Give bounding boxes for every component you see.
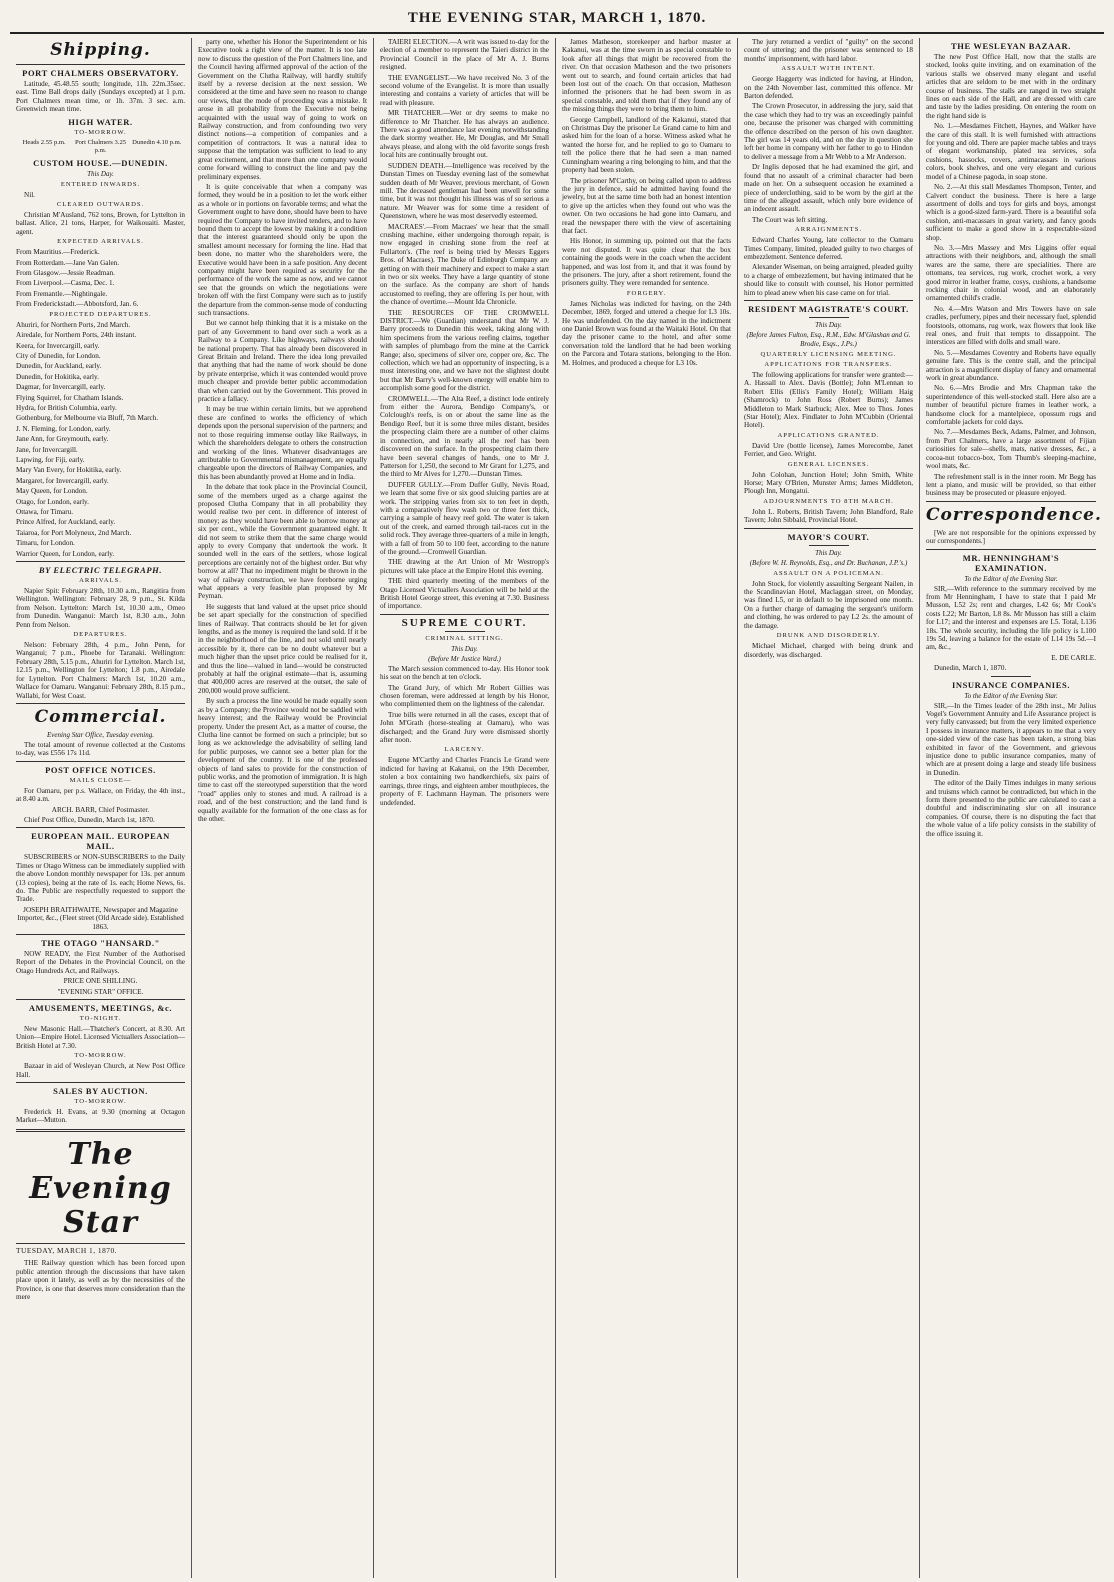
court-day: This Day. xyxy=(451,644,478,653)
mayor-text: John Stock, for violently assaulting Sergeant Nailen, in the Scandinavian Hotel, Maclaggan street, on Monday, was fined L5, or in default to be imprisoned one month. On a further charge of damaging the sergeant's uniform and clothing, he was ordered to pay L2 2s. the amount of the damage. xyxy=(744,579,913,630)
divider xyxy=(926,549,1096,550)
sales-text: Frederick H. Evans, at 9.30 (morning at Octagon Market—Mutton. xyxy=(16,1108,185,1125)
exam-sub: To the Editor of the Evening Star. xyxy=(964,574,1058,583)
list-item: From Liverpool.—Casma, Dec. 1. xyxy=(16,279,115,288)
list-item: Ottawa, for Timaru. xyxy=(16,508,74,516)
column-5 xyxy=(738,38,920,1578)
divider xyxy=(16,561,185,562)
assault-paragraph: The Court was left sitting. xyxy=(752,215,828,224)
list-item: J. N. Fleming, for London, early. xyxy=(16,424,111,433)
court-paragraph: George Campbell, landlord of the Kakanui, stated that on Christmas Day the prisoner Le Grand came to him and asked him for the loan of a horse. Witness asked what he wanted the horse for, and he replied to go to Oamaru to tell the police there that he had seen a man named Cunningham wearing a ring belonging to him, and that the property had been stolen. xyxy=(562,115,731,175)
news-paragraph: THE drawing at the Art Union of Mr Westropp's pictures will take place at the Empire Hotel this evening. xyxy=(380,558,549,575)
larceny-text: Eugene M'Carthy and Charles Francis Le Grand were indicted for having at Kakanui, on the 19th December, stolen a box containing two handkerchiefs, six pairs of earrings, three rings, and eighteen amber mouthpieces, the property of F. Lachmann Hayman. The prisoners were undefended. xyxy=(380,756,549,807)
rm-day: This Day. xyxy=(815,320,842,329)
divider xyxy=(445,631,485,632)
divider xyxy=(16,1129,185,1132)
court-paragraph: True bills were returned in all the cases, except that of John M'Grath (horse-stealing at Oamaru), who was discharged; and the Grand Jury were dismissed shortly after noon. xyxy=(380,710,549,745)
bazaar-head: THE WESLEYAN BAZAAR. xyxy=(951,41,1071,51)
departures-head: DEPARTURES. xyxy=(73,631,128,639)
entered-head: ENTERED INWARDS. xyxy=(60,180,141,188)
rm-granted-text: David Ure (bottle license), James Morecombe, Janet Ferrier, and Geo. Wright. xyxy=(744,441,913,459)
hansard-price: PRICE ONE SHILLING. xyxy=(63,977,138,986)
paper-date: TUESDAY, MARCH 1, 1870. xyxy=(16,1245,118,1255)
tide-heads: Heads 2.55 p.m. xyxy=(22,138,66,146)
list-item: From Frederickstadt.—Abbotsford, Jan. 6. xyxy=(16,300,139,309)
column-6 xyxy=(920,38,1102,1578)
exam-head: MR. HENNINGHAM'S EXAMINATION. xyxy=(962,552,1060,573)
list-item: Dunedin, for Auckland, early. xyxy=(16,362,102,371)
divider xyxy=(744,300,913,301)
tide-port: Port Chalmers 3.25 p.m. xyxy=(74,138,127,154)
observatory-head: PORT CHALMERS OBSERVATORY. xyxy=(22,68,179,78)
court-head: SUPREME COURT. xyxy=(401,616,528,629)
rm-sub: QUARTERLY LICENSING MEETING. xyxy=(760,350,897,358)
list-item: Dunedin, for Hokitika, early. xyxy=(16,372,99,381)
high-water-sub: TO-MORROW. xyxy=(74,128,127,136)
assault-paragraph: Dr Inglis deposed that he had examined the girl, and found that no assault of a criminal character had been made on her. On a subsequent occasion he examined a piece of underclothing, said to be worn by the girl at the time of the alleged assault, which only bore evidence of an indecent assault. xyxy=(744,163,913,214)
divider xyxy=(16,1243,185,1244)
euro-text: SUBSCRIBERS or NON-SUBSCRIBERS to the Daily Times or Otago Witness can be immediately supplied with the above London monthly newspaper for 13s. per annum (13 copies), being at the rate of 1s. each; Home News, 6s. do. The Public are respectfully requested to support the Trade. xyxy=(16,853,185,904)
news-paragraph: THE third quarterly meeting of the members of the Otago Licensed Victuallers Association will be held at the British Hotel George street, this evening at 7.30. Business of importance. xyxy=(380,577,549,611)
list-item: Margaret, for Invercargill, early. xyxy=(16,476,109,485)
projected-list xyxy=(16,321,185,558)
amuse-text-2: Bazaar in aid of Wesleyan Church, at New Post Office Hall. xyxy=(16,1062,185,1079)
euro-head: EUROPEAN MAIL. EUROPEAN MAIL. xyxy=(31,831,170,852)
tide-table xyxy=(16,139,185,155)
column-2 xyxy=(192,38,374,1578)
editorial-paragraph: By such a process the line would be made equally soon as by a Company; the Province would not be saddled with heavy interest; and the Railway would be Provincial property. Under the present Act, as a matter of course, the Clutha line cannot be formed on such a principle; but so long as we acknowledge the advisability of selling land for public purposes, we cannot see a better plan for the development of the country. It is one of the professed objects of land sales to provide for the construction of public works, and the promotion of immigration. It is high time to cast off the stereotyped superstition that the word "road" applies only to stones and mud. A railroad is a road, and of the best construction; and the land fund is equally available for the formation of the one class as for the other. xyxy=(198,697,367,823)
court-paragraph: James Matheson, storekeeper and harbor master at Kakanui, was at the time sworn in as special constable to look after all things that might be recovered from the river. On that occasion Matheson and the two prisoners went out to search, and found certain articles that had been lost out of the coach. On that occasion, Matheson informed the prisoners that he had been sworn in as special constable, and told them that if they found any of the missing things they were to bring them to him. xyxy=(562,38,731,114)
correspondence-note: [We are not responsible for the opinions expressed by our correspondents.] xyxy=(926,528,1096,546)
news-paragraph: DUFFER GULLY.—From Duffer Gully, Nevis Road, we learn that some five or six good sluicing parties are at work. The stripping varies from six to ten feet in depth, with a comparatively flow wash two or three feet thick, carrying a sample of heavy reef gold. The water is taken out of the creek, and earned through tail-races cut in the solid rock. They average three-quarters of a mile in length, with a fall of from 50 to 100 feet, according to the nature of the ground.—Cromwell Guardian. xyxy=(380,480,549,556)
exam-date: Dunedin, March 1, 1870. xyxy=(934,664,1007,673)
commercial-title: Commercial. xyxy=(34,706,167,727)
editorial-paragraph: But we cannot help thinking that it is a mistake on the part of any Government to hand over such a work as a Railway to a Company. Like highways, railways should be national property. That has already been discovered in Great Britain and Ireland. There the idea long prevailed that anything that had the name of work should be done by private enterprise, which it was contended would prove much cheaper and provide better public accommodation than when carried out by the Government. This proved in practice a fallacy. xyxy=(198,319,367,404)
editorial-paragraph: He suggests that land valued at the upset price should be set apart specially for the construction of specified lines of Railway. That contracts should be let for given lengths, and as the money is required the land sold. If it be in the neighborhood of the line, and not sold until nearly accessible by it, there can be no doubt whatever but a much higher than the upset price could be realised for it, and thus the line—valued in land—would be constructed probably at half the original estimate—that is, assuming that 400,000 acres are reserved at the outset, the sale of 200,000 would prove sufficient. xyxy=(198,602,367,695)
rm-adjourn-head: ADJOURNMENTS TO 8TH MARCH. xyxy=(763,497,894,505)
ins-paragraph: The editor of the Daily Times indulges in many serious and truisms which cannot be contradicted, but which in the form there presented to the public are calculated to cast a doubtful and indiscriminating slur on all insurance companies. Of course, there is no disputing the fact that the whole value of a life policy consists in the stability of the office issuing it. xyxy=(926,779,1096,838)
ins-sub: To the Editor of the Evening Star. xyxy=(964,691,1058,700)
bazaar-paragraph: No. 3.—Mrs Massey and Mrs Liggins offer equal attractions with their neighbors, and, although the small wares are the same, there are specialities. There are ottomans, tea services, rug work, crochet work, a very good mirror in leather frame, cosys, cushions, a handsome rocking chair in colonial wood, and an elaborately ornamented child's cradle. xyxy=(926,243,1096,303)
drunk-text: Michael Michael, charged with being drunk and disorderly, was discharged. xyxy=(744,642,913,659)
bazaar-paragraph: The new Post Office Hall, now that the stalls are stocked, looks quite inviting, and on examination of the various stalls we observed many elegant and useful articles that are seldom to be met with in the ordinary course of business. The stalls are ranged in two straight lines on each side of the Hall, and are dressed with care and taste by the ladies presiding. On entering the room on the right hand side is xyxy=(926,53,1096,120)
bazaar-paragraph: No. 7.—Mesdames Beck, Adams, Palmer, and Johnson, from Port Chalmers, have a large assortment of Fijian curiosities for sale—shells, mats, native dresses, &c., a cocoa-nut tobacco-box, Tom Thumb's sleeping-machine, wool mats, &c. xyxy=(926,428,1096,471)
forgery-head: FORGERY. xyxy=(626,289,667,297)
cleared-text: Christian M'Ausland, 762 tons, Brown, for Lyttelton in ballast. Alice, 21 tons, Harper, for Waikouaiti. Master, agent. xyxy=(16,211,185,236)
post-date: Chief Post Office, Dunedin, March 1st, 1870. xyxy=(24,815,155,824)
list-item: Jane, for Invercargill. xyxy=(16,445,78,454)
list-item: Ahuriri, for Northern Ports, 2nd March. xyxy=(16,320,131,329)
editorial-paragraph: party one, whether his Honor the Superintendent or his Executive took a right view of the matter. It is too late now to discuss the question of the Port Chalmers line, and the Council having affirmed approval of the action of the Government on the Clutha Railway, will hardly stultify itself by a reverse decision at the next session. We considered at the time and have seen no reason to change our views, that the mode of proceeding was a mistake. It arose in all probability from the Executive not being acquainted with the usual way of going to work on Railway construction, and from confounding two very distinct notions—a competition of companies and a competition of contractors. It was a natural idea to suppose that the temptation was sufficient to lead to any great excitement, and that more than one company would come forward willing to construct the line and pay the preliminary expenses. xyxy=(198,38,367,181)
expected-head: EXPECTED ARRIVALS. xyxy=(57,238,144,246)
sales-sub: TO-MORROW. xyxy=(74,1098,127,1106)
exam-sign: E. DE CARLE. xyxy=(1051,653,1096,662)
assault-paragraph: The Crown Prosecutor, in addressing the jury, said that the case which they had to try was an exceedingly painful one, because the prisoner was charged with committing the offence described on the person of his own daughter. The girl was 14 years old, and on the day in question she left her home in company with her father to go to Hindon to deliver a message from a Mr Webb to a Mr Anderson. xyxy=(744,102,913,161)
post-head: POST OFFICE NOTICES. xyxy=(45,764,156,775)
news-paragraph: MR THATCHER.—Wet or dry seems to make no difference to Mr Thatcher. He has always an audience. There was a good attendance last evening notwithstanding the dark stormy weather. He, Mr Douglas, and Mr Small always please, and along with the old favorite songs fresh local hits are continually brought out. xyxy=(380,109,549,160)
divider xyxy=(16,827,185,828)
amuse-sub: TO-NIGHT. xyxy=(79,1015,122,1023)
list-item: Lapwing, for Fiji, early. xyxy=(16,455,85,464)
court-paragraph: The jury returned a verdict of "guilty" on the second count of uttering; and the prisoner was sentenced to 18 months' imprisonment, with hard labor. xyxy=(744,38,913,63)
bazaar-paragraph: No. 5.—Mesdames Coventry and Roberts have equally genuine fare. This is the centre stall, and the principal attraction is a magnificent display of fancy and ornamental work in great abundance. xyxy=(926,348,1096,383)
paper-title: The Evening Star xyxy=(29,1136,172,1240)
court-paragraph: The Grand Jury, of which Mr Robert Gillies was chosen foreman, were addressed at length by his Honor, who complimented them on the lightness of the calendar. xyxy=(380,683,549,709)
rm-app-head: APPLICATIONS FOR TRANSFERS. xyxy=(764,360,893,368)
arraign-paragraph: Alexander Wiseman, on being arraigned, pleaded guilty to a charge of embezzlement, but having intimated that he should like to consult with counsel, his Honor permitted him to plead anew when his case came on for trial. xyxy=(744,263,913,297)
custom-head: CUSTOM HOUSE.—DUNEDIN. xyxy=(33,157,168,168)
news-paragraph: SUDDEN DEATH.—Intelligence was received by the Dunstan Times on Tuesday evening last of the somewhat sudden death of Mr Weaver, previous merchant, of Gown mill. The deceased gentleman had been unwell for some time, but it was not thought his illness was of so serious a nature. Mr Weaver was for some time a resident of Queenstown, where he was most deservedly esteemed. xyxy=(380,161,549,221)
correspondence-title: Correspondence. xyxy=(926,504,1102,525)
hansard-head: THE OTAGO "HANSARD." xyxy=(41,938,160,948)
news-paragraph: THE RESOURCES OF THE CROMWELL DISTRICT.—We (Guardian) understand that Mr W. J. Barry proceeds to Dunedin this week, taking along with him specimens from the various reefing claims, together with samples of plumbago from the mine at the Carrick Range; also, specimens of silver ore, copper ore, &c. The collection, which we had an opportunity of inspecting, is a most interesting one, and we have not the slightest doubt but that Mr Barry's well-known energy will enable him to accomplish some good for the district. xyxy=(380,308,549,393)
list-item: From Fremantle.—Nightingale. xyxy=(16,289,108,298)
tide-dunedin: Dunedin 4.10 p.m. xyxy=(132,138,182,146)
bazaar-paragraph: The refreshment stall is in the inner room. Mr Begg has lent a piano, and music will be provided, so that either business may be prosecuted or pleasure enjoyed. xyxy=(926,472,1096,498)
court-sub: CRIMINAL SITTING. xyxy=(425,634,504,642)
departures-text: Nelson: February 28th, 4 p.m., John Penn, for Wanganui; 7 p.m., Phoebe for Taranaki. Wellington: February 28th, 5.15 p.m., Ahuriri for Lyttelton. March 1st, 12.15 p.m., Wellington for Lyttelton; 1.8 p.m., Airedale for Lyttelton. Port Chalmers: March 1st, 10.20 a.m., Wallace for Oamaru. Wanganui: February 28th, 8.15 p.m., Wallabi, for West Coast. xyxy=(16,641,185,700)
list-item: Warrior Queen, for London, early. xyxy=(16,549,115,558)
larceny-head: LARCENY. xyxy=(444,746,485,754)
court-paragraph: The prisoner M'Carthy, on being called upon to address the jury in defence, said he admitted having found the jewelry, but at the same time both had an honest intention to give up the articles when they found out who was the owner. On two occasions he had gone into Oamaru, and read the newspaper there with the view of ascertaining that fact. xyxy=(562,176,731,235)
commercial-sub: Evening Star Office, Tuesday evening. xyxy=(47,730,154,739)
bazaar-paragraph: No. 4.—Mrs Watson and Mrs Towers have on sale cradles, perfumery, pipes and their necessary fuel, splendid footstools, ottomans, rug work, wax flowers that look like real ones, and fruit that tempts to dissappoint. The interstices are filled with dolls and small ware. xyxy=(926,304,1096,347)
hansard-text: NOW READY, the First Number of the Authorised Report of the Debates in the Provincial Council, on the Otago Hundreds Act, and Railways. xyxy=(16,950,185,975)
divider xyxy=(991,676,1031,677)
post-text: For Oamaru, per p.s. Wallace, on Friday, the 4th inst., at 8.40 a.m. xyxy=(16,786,185,804)
list-item: Airedale, for Northern Ports, 24th instant. xyxy=(16,331,137,340)
list-item: Prince Alfred, for Auckland, early. xyxy=(16,518,116,527)
list-item: May Queen, for London. xyxy=(16,487,88,496)
divider xyxy=(744,528,913,529)
telegraph-title: BY ELECTRIC TELEGRAPH. xyxy=(38,565,163,576)
list-item: Otago, for London, early. xyxy=(16,497,89,506)
commercial-text: The total amount of revenue collected at the Customs to-day, was £556 17s 11d. xyxy=(16,740,185,758)
divider xyxy=(380,614,549,615)
lead-text: THE Railway question which has been forced upon public attention through the discussions that have taken place upon it lately, as well as by the necessities of the Province, is one that deserves more consideration than the mere xyxy=(16,1259,185,1301)
list-item: Taiaroa, for Port Molyneux, 2nd March. xyxy=(16,528,132,537)
column-1 xyxy=(10,38,192,1578)
expected-list xyxy=(16,248,185,308)
arraign-paragraph: Edward Charles Young, late collector to the Oamaru Times Company, limited, pleaded guilty to two charges of embezzlement. Sentence deferred. xyxy=(744,236,913,261)
arrivals-head: ARRIVALS. xyxy=(79,577,122,585)
divider xyxy=(16,761,185,762)
mayor-head: MAYOR'S COURT. xyxy=(787,531,870,542)
arrivals-text: Napier Spit: February 28th, 10.30 a.m., Rangitira from Wellington. Wellington: February 28, 9 p.m., St. Kilda from Nelson. Lyttelton: March 1st, 10.30 a.m., Omeo from Dunedin. Wanganui: March 1st, 8.30 a.m., John Penn from Nelson. xyxy=(16,587,185,629)
divider xyxy=(16,1082,185,1083)
list-item: From Rotterdam.—Jane Van Galen. xyxy=(16,258,120,267)
news-paragraph: THE EVANGELIST.—We have received No. 3 of the second volume of the Evangelist. It is more than usually interesting and contains a variety of articles that will be read with pleasure. xyxy=(380,73,549,107)
list-item: Hydra, for British Columbia, early. xyxy=(16,403,117,412)
divider xyxy=(16,64,185,65)
list-item: Flying Squirrel, for Chatham Islands. xyxy=(16,393,124,402)
assault-head: ASSAULT WITH INTENT. xyxy=(781,65,876,73)
rm-adjourn-text: John L. Roberts, British Tavern; John Blandford, Rale Tavern; John Sibbald, Provincial Hotel. xyxy=(744,507,913,525)
columns xyxy=(10,38,1104,1578)
mayor-day: This Day. xyxy=(815,548,842,557)
divider xyxy=(16,934,185,935)
editorial-paragraph: It is quite conceivable that when a company was formed, they would be in a position to let the work either as a whole or in portions on favorable terms; and what the Government ought to have done, should have been to have required the Company to have invited tenders, and to have bound them to accept the lowest by making it a condition that the interest guaranteed should only be upon the smallest amount necessary for forming the line. Had that been done, no matter who the shareholders were, the Executive would have been in a safe position. Any decent company might have been required as security for the performance of the work the same as now, and we cannot see that the grounds on which the negotiations were broken off with the first Company were such as to justify the departure from the common-sense mode of conducting such transactions. xyxy=(198,182,367,317)
amuse-text: New Masonic Hall.—Thatcher's Concert, at 8.30. Art Union—Empire Hotel. Licensed Victuallers Association—British Hotel at 7.30. xyxy=(16,1025,185,1050)
entered-text: Nil. xyxy=(24,190,35,199)
rm-judge: (Before James Fulton, Esq., R.M., Edw. M'Glashan and G. Brodie, Esqs., J.Ps.) xyxy=(746,330,911,348)
euro-sign: JOSEPH BRAITHWAITE, Newspaper and Magazine Importer, &c., (Fleet street (Old Arcade side). Established 1863. xyxy=(17,905,184,931)
assault-paragraph: George Haggerty was indicted for having, at Hindon, on the 24th November last, committed this offence. Mr Barton defended. xyxy=(744,75,913,101)
court-judge: (Before Mr Justice Ward.) xyxy=(428,654,501,663)
divider xyxy=(16,999,185,1000)
hansard-office: "EVENING STAR" OFFICE. xyxy=(57,987,144,996)
bazaar-paragraph: No. 1.—Mesdames Fitchett, Haynes, and Walker have the care of this stall. It is well furnished with attractions for young and old. There are papier mache tables and trays of elegant workmanship, plated tea services, sofa cushions, hassocks, covers, antimacassars in various colors, book shelves, and one very elegant and curious model of a Chinese pagoda, in soap stone. xyxy=(926,122,1096,181)
post-sign: ARCH. BARR, Chief Postmaster. xyxy=(51,805,150,814)
rm-app-text: The following applications for transfer were granted:—A. Hassall to Alex. Davis (Bottle); John M'Lennan to Robert Ellis (Ellis's Family Hotel); William Haig (Shamrock) to John Ross (Robert Burns); James Middleton to Mark Starbuck; Alex. Mee to Thos. Jones (Star Hotel); Alex. Findlater to John M'Cubbin (Oriental Hotel). xyxy=(744,370,913,430)
column-4 xyxy=(556,38,738,1578)
cleared-head: CLEARED OUTWARDS. xyxy=(56,201,145,209)
list-item: Jane Ann, for Greymouth, early. xyxy=(16,435,109,444)
rm-general-head: GENERAL LICENSES. xyxy=(787,460,870,468)
list-item: Gothenburg, for Melbourne via Bluff, 7th March. xyxy=(16,414,159,423)
news-paragraph: TAIERI ELECTION.—A writ was issued to-day for the election of a member to represent the Taieri district in the Provincial Council in the place of Mr A. J. Burns resigned. xyxy=(380,38,549,72)
list-item: Dagmar, for Invercargill, early. xyxy=(16,383,106,392)
list-item: From Mauritius.—Frederick. xyxy=(16,248,100,257)
ins-paragraph: SIR,—In the Times leader of the 28th inst., Mr Julius Vogel's Government Annuity and Life Assurance project is very fully canvassed; but from the very limited experience I possess in insurance matters, it appears to me that a very one-sided view of the case has been taken, a strong bias exhibited in favor of the Government, and grievous injustice done to public insurance companies, many of which are at present doing a large and steady life business in Dunedin. xyxy=(926,701,1096,777)
divider xyxy=(16,703,185,704)
list-item: Timaru, for London. xyxy=(16,539,75,548)
news-paragraph: MACRAES'.—From Macraes' we hear that the small crushing machine, either undergoing thorough repair, is now engaged in crushing stone from the reef at Fullarton's. (The reef is being tried by Messrs Eggers Bros. of Macraes). The Duke of Edinburgh Company are getting on with their machinery and expect to make a start in two or six weeks. They have a large quantity of stone on the surface. As the company are short of hands accustomed to reefing, they are offering 1s per hour, with the chance of overtime.—Mount Ida Chronicle. xyxy=(380,222,549,307)
court-paragraph: His Honor, in summing up, pointed out that the facts were not disputed. It was quite clear that the box containing the goods were in the coach when the accident happened, and was lost from it, and that it was found by the prisoners. The jury, after a short retirement, found the prisoners guilty. They were remanded for sentence. xyxy=(562,237,731,288)
editorial-paragraph: It may be true within certain limits, but we apprehend these are confined to works the efficiency of which depends upon the personal supervision of the partners; and not to those requiring immense outlay like Railways, in which the shareholders delegate to others the construction and working of the lines. Whatever disadvantages are attributable to Governmental mismanagement, are equally chargeable upon the directors of Railway Companies, and this has been abundantly proved at Home and in India. xyxy=(198,405,367,481)
list-item: From Glasgow.—Jessie Readman. xyxy=(16,269,115,278)
divider xyxy=(809,545,849,546)
forgery-text: James Nicholas was indicted for having, on the 24th December, 1869, forged and uttered a cheque for L3 10s. He was undefended. On the day named in the indictment one Daniel Brown was found at the Waitaki Hotel. On that day the prisoner came to the hotel, and after some conversation told the landlord that he had been working on the Parcora and Totara stations, belonging to the Hon. M. Holmes, and produced a cheque for L3 10s. xyxy=(562,299,731,367)
mayor-judge: (Before W. H. Reynolds, Esq., and Dr. Buchanan, J.P.'s.) xyxy=(749,558,908,567)
list-item: City of Dunedin, for London. xyxy=(16,351,101,360)
news-paragraph: CROMWELL.—The Alta Reef, a distinct lode entirely from either the Aurora, Bendigo Company's, or Colclough's reefs, is on or about the same line as the Bendigo Reef, but it is some three miles distant, besides the prospecting claim there are a number of other claims in connection, and in nearly all the reef has been discovered on the surface. In the prospecting claim there have been several changes of hands, one to Mr J. Patterson for 1,250, the second to Mr Grant for 1,275, and the third to Mr Alves for 1,270.—Dunstan Times. xyxy=(380,394,549,479)
observatory-text: Latitude, 45.48.55 south; longitude, 11h. 22m.35sec. east. Time Ball drops daily (Sundays excepted) at 1 p.m. Port Chalmers mean time, or 1h. 37m. 3 sec. a.m. Greenwich mean time. xyxy=(16,80,185,114)
amuse-sub-2: TO-MORROW. xyxy=(74,1052,127,1060)
projected-head: PROJECTED DEPARTURES. xyxy=(49,310,152,318)
list-item: Mary Van Every, for Hokitika, early. xyxy=(16,466,122,475)
court-paragraph: The March session commenced to-day. His Honor took his seat on the bench at ten o'clock. xyxy=(380,664,549,682)
divider xyxy=(926,501,1096,502)
high-water-head: HIGH WATER. xyxy=(68,116,133,127)
drunk-head: DRUNK AND DISORDERLY. xyxy=(776,632,881,640)
arraign-head: ARRAIGNMENTS. xyxy=(794,226,863,234)
list-item: Keera, for Invercargill, early. xyxy=(16,341,100,350)
rm-general-text: John Colohan, Junction Hotel; John Smith, White Horse; Mary O'Brien, Munster Arms; James Middleton, Plough Inn, Mongatui. xyxy=(744,470,913,496)
custom-sub: This Day. xyxy=(87,169,114,178)
column-3 xyxy=(374,38,556,1578)
rm-granted-head: APPLICATIONS GRANTED. xyxy=(777,431,880,439)
masthead: THE EVENING STAR, MARCH 1, 1870. xyxy=(10,8,1104,34)
bazaar-paragraph: No. 6.—Mrs Brodie and Mrs Chapman take the superintendence of this well-stocked stall. Here also are a number of beautiful picture frames in leather work, a handsome clock for a mantelpiece, opossum rugs and comfortable jackets for cold days. xyxy=(926,384,1096,427)
bazaar-paragraph: No. 2.—At this stall Mesdames Thompson, Tenter, and Calvert conduct the business. There is here a large assortment of dolls and toys for girls and boys, amongst which is a good-sized farm-yard. There is a beautiful sofa cushion, anti-macassars in great variety, and fancy goods sufficient to make a good show in a respectable-sized shop. xyxy=(926,183,1096,242)
amuse-head: AMUSEMENTS, MEETINGS, &c. xyxy=(28,1003,173,1014)
sales-head: SALES BY AUCTION. xyxy=(53,1086,148,1097)
mayor-sub: ASSAULT ON A POLICEMAN. xyxy=(773,569,884,577)
rm-head: RESIDENT MAGISTRATE'S COURT. xyxy=(748,303,909,314)
divider xyxy=(809,317,849,318)
editorial-paragraph: In the debate that took place in the Provincial Council, some of the members urged as a charge against the proposed Clutha Company that in all probability they would realise two per cent. in difference of interest of money; as they would have been able to borrow money at six per cent., while the Government guaranteed eight. It did not seem to strike them that the same charge would apply to every Company that undertook the work. It sounded well in the ears of the settlers, whose logical perceptions are certainly not of the highest order. But why borrow at all? That no impediment might be thrown in the way of railway construction, we have foreborne urging what appears a very feasible plan proposed by Mr Peyman. xyxy=(198,483,367,601)
exam-text: SIR,—With reference to the summary received by me from Mr Henningham, I have to state that I paid Mr Musson, L52 2s; rent and charges, L42 6s; Mr Cook's costs L22; Mr Barton, L8 8s. Mr Musson has still a claim for L17; and the interest and expenses are L5. Total, L136 18s. The whole security, including the life policy is L100 19s 5d, leaving a balance for the estate of L14 19s 5d.—I am, &c., xyxy=(926,584,1096,652)
ins-head: INSURANCE COMPANIES. xyxy=(951,679,1071,690)
shipping-title: Shipping. xyxy=(50,40,151,60)
post-sub: MAILS CLOSE— xyxy=(69,776,132,784)
